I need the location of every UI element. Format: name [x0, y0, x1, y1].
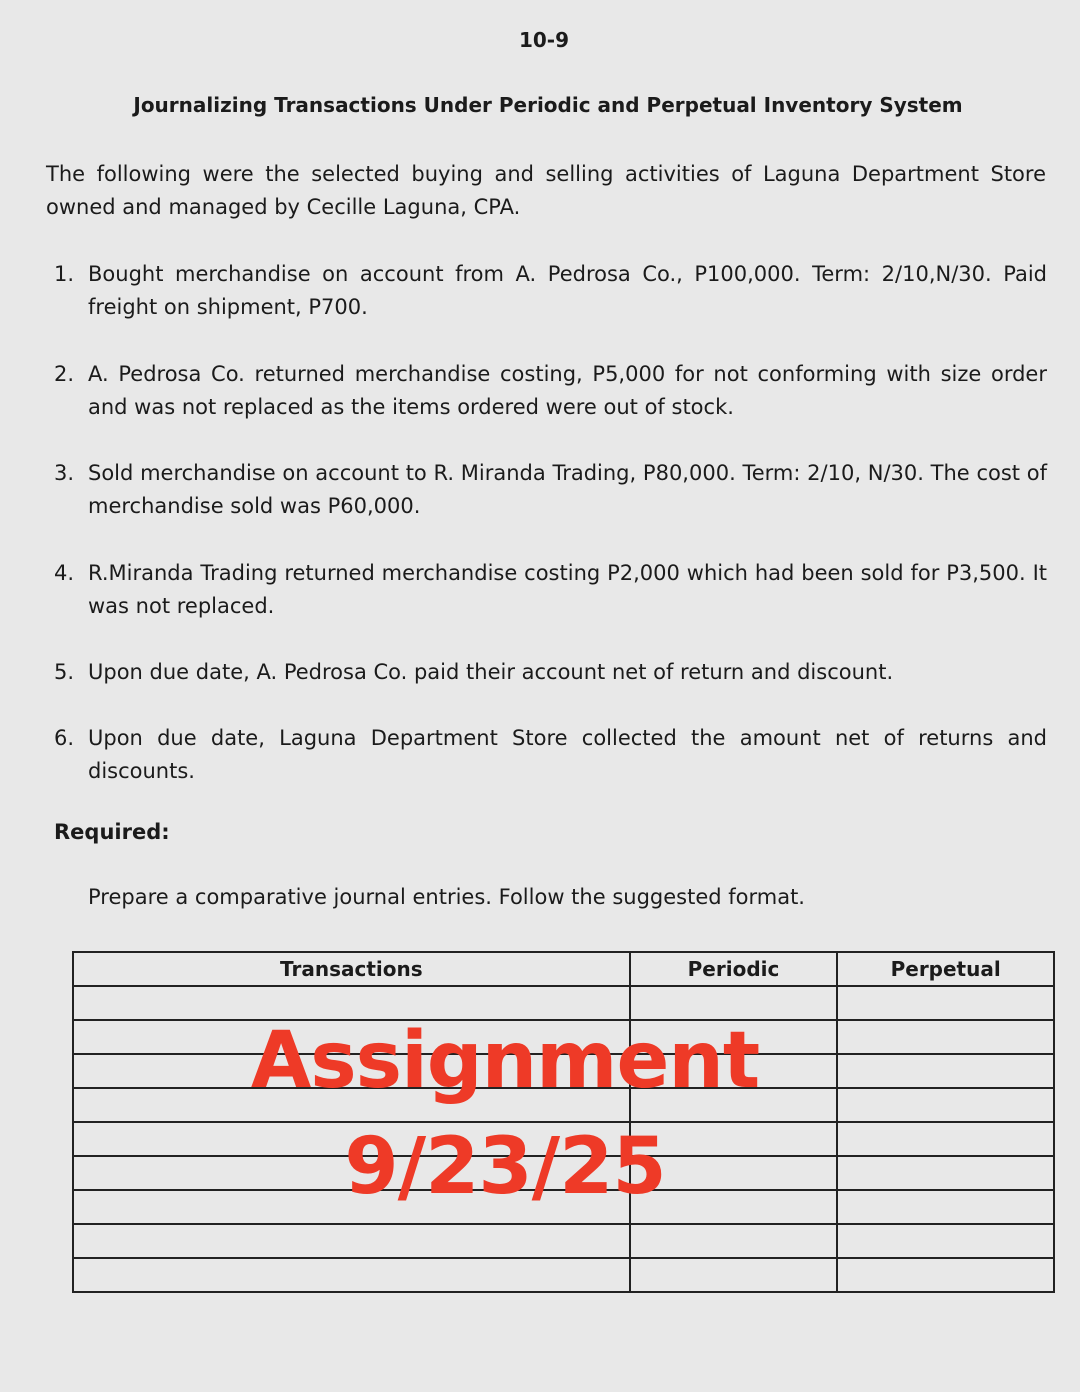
list-item: [54, 457, 1047, 523]
list-item: [54, 258, 1047, 324]
instruction-text: Prepare a comparative journal entries. Follow the suggested format.: [88, 885, 805, 909]
item-number: 2.: [54, 362, 75, 386]
item-text: A. Pedrosa Co. returned merchandise costing, P5,000 for not conforming with size order and was not replaced as the items ordered were out of stock.: [88, 362, 1047, 419]
item-text: R.Miranda Trading returned merchandise costing P2,000 which had been sold for P3,500. It was not replaced.: [88, 561, 1047, 618]
perpetual-cell[interactable]: [837, 1258, 1054, 1292]
item-number: 1.: [54, 262, 75, 286]
periodic-cell[interactable]: [630, 1258, 838, 1292]
assignment-date-stamp: 9/23/25: [344, 1122, 666, 1212]
list-item: [54, 557, 1047, 623]
periodic-cell[interactable]: [630, 986, 838, 1020]
item-text: Upon due date, Laguna Department Store collected the amount net of returns and discounts.: [88, 726, 1047, 783]
transactions-cell[interactable]: [73, 986, 630, 1020]
table-header-row: [73, 952, 1054, 986]
item-number: 5.: [54, 660, 75, 684]
transactions-cell[interactable]: [73, 1258, 630, 1292]
required-heading: Required:: [54, 820, 170, 844]
item-number: 6.: [54, 726, 75, 750]
list-item: [54, 656, 1047, 689]
table-row: [73, 986, 1054, 1020]
header-periodic: Periodic: [630, 952, 838, 986]
assignment-stamp: Assignment: [250, 1016, 760, 1106]
header-perpetual: Perpetual: [837, 952, 1054, 986]
periodic-cell[interactable]: [630, 1224, 838, 1258]
item-text: Sold merchandise on account to R. Miranda Trading, P80,000. Term: 2/10, N/30. The cost of merchandise sold was P60,000.: [88, 461, 1047, 518]
list-item: [54, 358, 1047, 424]
item-number: 4.: [54, 561, 75, 585]
transactions-cell[interactable]: [73, 1224, 630, 1258]
item-number: 3.: [54, 461, 75, 485]
item-text: Bought merchandise on account from A. Pedrosa Co., P100,000. Term: 2/10,N/30. Paid freight on shipment, P700.: [88, 262, 1047, 319]
document-title: Journalizing Transactions Under Periodic and Perpetual Inventory System: [133, 93, 963, 117]
perpetual-cell[interactable]: [837, 1224, 1054, 1258]
perpetual-cell[interactable]: [837, 986, 1054, 1020]
list-item: [54, 722, 1047, 788]
page-number: 10-9: [518, 28, 570, 52]
table-row: [73, 1224, 1054, 1258]
header-transactions: Transactions: [73, 952, 630, 986]
table-row: [73, 1258, 1054, 1292]
intro-paragraph: The following were the selected buying and selling activities of Laguna Department Store owned and managed by Cecille Laguna, CPA.: [46, 162, 1046, 219]
item-text: Upon due date, A. Pedrosa Co. paid their account net of return and discount.: [88, 660, 894, 684]
